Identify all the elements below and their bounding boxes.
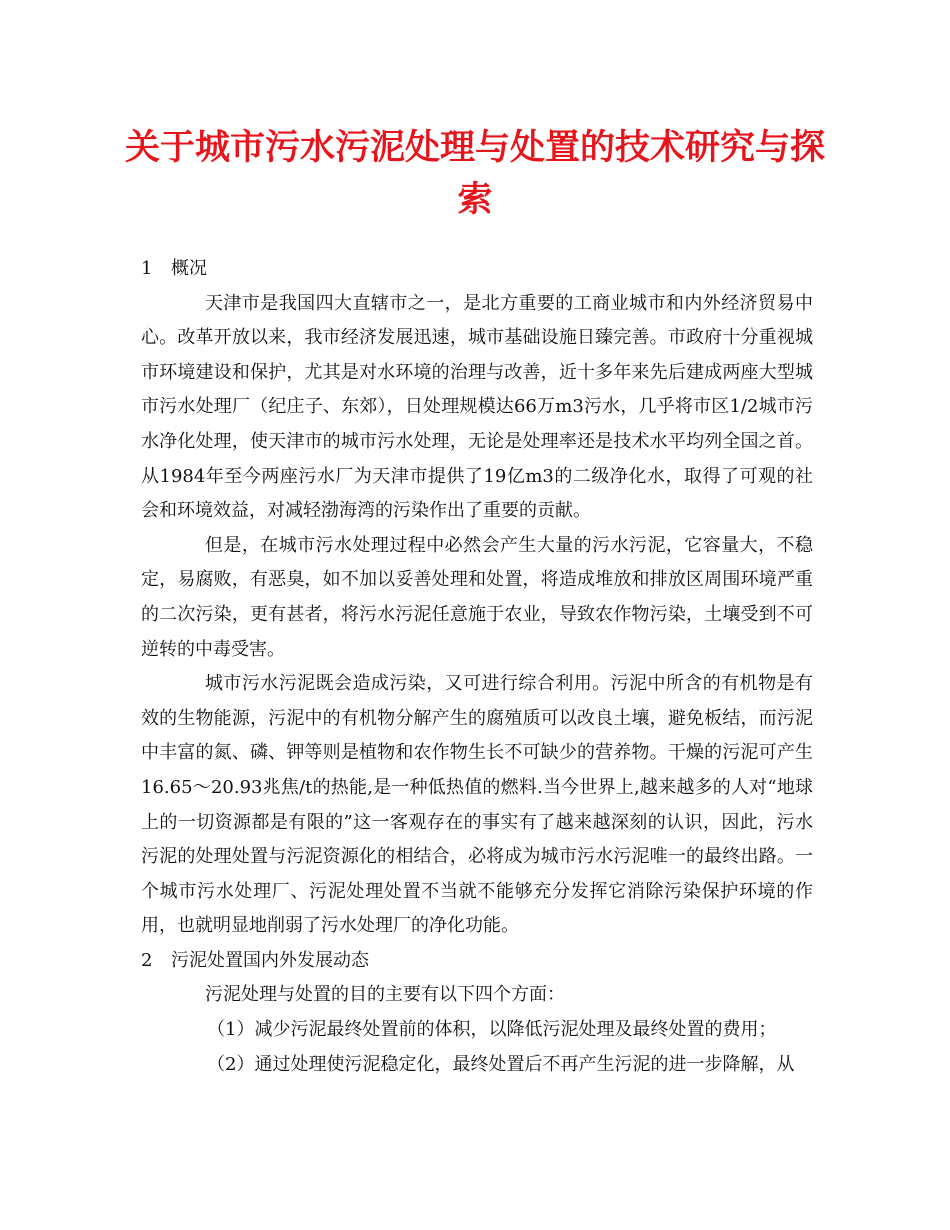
document-title: 关于城市污水污泥处理与处置的技术研究与探索 <box>124 127 825 220</box>
paragraph-purpose-intro: 污泥处理与处置的目的主要有以下四个方面： <box>205 984 565 1006</box>
section-number-1: 1 <box>141 258 153 279</box>
paragraph-overview-1: 天津市是我国四大直辖市之一，是北方重要的工商业城市和内外经济贸易中心。改革开放以来，我市经济发展迅速，城市基础设施日臻完善。市政府十分重视城市环境建设和保护，尤其是对水环境的治理与改善，近十多年来先后建成两座大型城市污水处理厂（纪庄子、东郊），日处理规模达66万m3污水，几乎将市区1/2城市污水净化处理，使天津市的城市污水处理，无论是处理率还是技术水平均列全国之首。从1984年至今两座污水厂为天津市提供了19亿m3的二级净化水，取得了可观的社会和环境效益，对减轻渤海湾的污染作出了重要的贡献。 <box>141 292 813 522</box>
paragraph-overview-2: 但是，在城市污水处理过程中必然会产生大量的污水污泥，它容量大，不稳定，易腐败，有恶臭，如不加以妥善处理和处置，将造成堆放和排放区周围环境严重的二次污染，更有甚者，将污水污泥任意施于农业，导致农作物污染，土壤受到不可逆转的中毒受害。 <box>141 534 813 660</box>
section-number-2: 2 <box>141 949 153 971</box>
document-body <box>141 252 813 1082</box>
list-item-1: （1）减少污泥最终处置前的体积，以降低污泥处理及最终处置的费用； <box>207 1019 777 1041</box>
paragraph-overview-3: 城市污水污泥既会造成污染，又可进行综合利用。污泥中所含的有机物是有效的生物能源，污泥中的有机物分解产生的腐殖质可以改良土壤，避免板结，而污泥中丰富的氮、磷、钾等则是植物和农作物生长不可缺少的营养物。干燥的污泥可产生16.65～20.93兆焦/t的热能,是一种低热值的燃料.当今世界上,越来越多的人对“地球上的一切资源都是有限的”这一客观存在的事实有了越来越深刻的认识，因此，污水污泥的处理处置与污泥资源化的相结合，必将成为城市污水污泥唯一的最终出路。一个城市污水处理厂、污泥处理处置不当就不能够充分发挥它消除污染保护环境的作用，也就明显地削弱了污水处理厂的净化功能。 <box>141 673 813 937</box>
section-title-1: 概况 <box>171 258 207 279</box>
section-heading-1 <box>141 252 813 287</box>
section-heading-2 <box>141 944 813 979</box>
list-item-2: （2）通过处理使污泥稳定化，最终处置后不再产生污泥的进一步降解，从 <box>207 1053 795 1075</box>
section-title-2: 污泥处置国内外发展动态 <box>171 949 369 971</box>
